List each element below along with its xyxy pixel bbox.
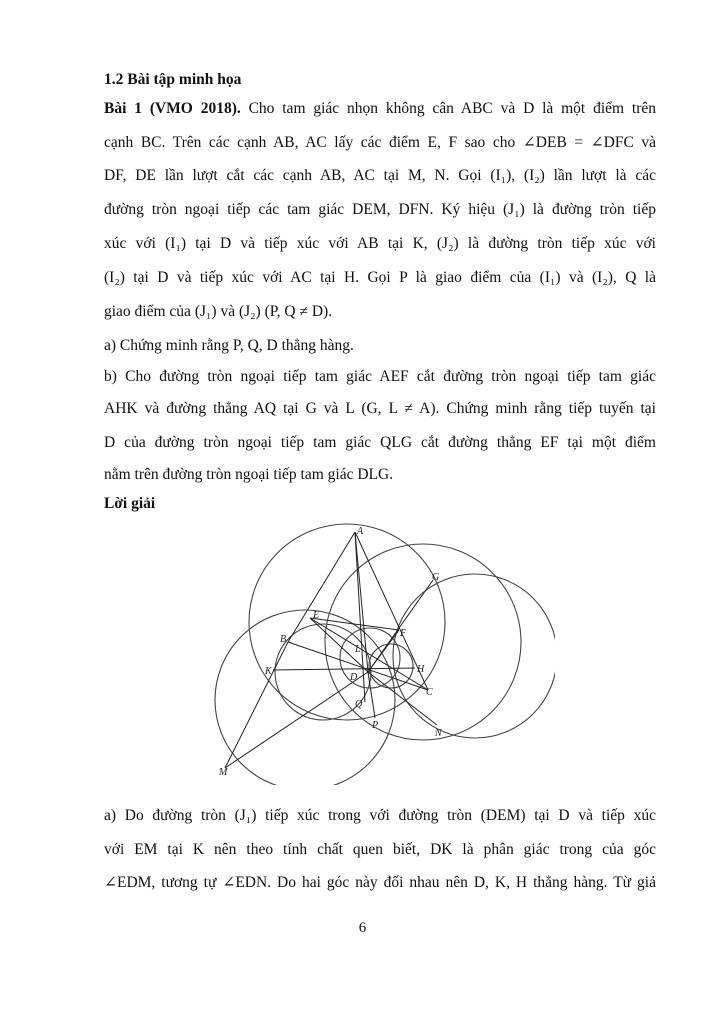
problem-line-3: DF, DE lần lượt cắt các cạnh AB, AC tại M, N. Gọi (I₁), (I₂) lần lượt là các xyxy=(104,167,656,184)
circle-i1 xyxy=(215,610,395,785)
label-f: F xyxy=(400,628,407,639)
solution-line-2: với EM tại K nên theo tính chất quen biết, DK là phân giác trong của góc xyxy=(104,841,656,858)
label-e: E xyxy=(313,610,320,621)
label-p: P xyxy=(372,720,379,731)
label-d: D xyxy=(350,672,358,683)
page-number: 6 xyxy=(358,920,367,936)
label-b: B xyxy=(280,634,287,645)
solution-heading: Lời giải xyxy=(104,495,156,512)
label-g: G xyxy=(432,572,440,583)
label-l: L xyxy=(355,644,361,655)
label-c: C xyxy=(426,687,433,698)
part-b-line-1: b) Cho đường tròn ngoại tiếp tam giác AEF cắt đường tròn ngoại tiếp tam giác xyxy=(104,368,656,385)
problem-line-4: đường tròn ngoại tiếp các tam giác DEM, DFN. Ký hiệu (J₁) là đường tròn tiếp xyxy=(104,201,656,218)
circle-ahk xyxy=(325,544,521,740)
segment-dp xyxy=(368,672,375,718)
section-heading: 1.2 Bài tập minh họa xyxy=(104,71,242,88)
problem-line-1-text: Cho tam giác nhọn không cân ABC và D là một điểm trên xyxy=(248,100,656,117)
problem-line-6: (I₂) tại D và tiếp xúc với AC tại H. Gọi P là giao điểm của (I₁) và (I₂), Q là xyxy=(104,269,656,286)
part-b-line-4: nằm trên đường tròn ngoại tiếp tam giác DLG. xyxy=(104,466,394,483)
problem-line-2: cạnh BC. Trên các cạnh AB, AC lấy các điểm E, F sao cho ∠DEB = ∠DFC và xyxy=(104,134,656,151)
label-q: Q xyxy=(355,699,363,710)
label-h: H xyxy=(417,664,425,675)
label-a: A xyxy=(357,526,364,537)
label-n: N xyxy=(435,728,442,739)
label-m: M xyxy=(219,767,228,778)
problem-line-7: giao điểm của (J₁) và (J₂) (P, Q ≠ D). xyxy=(104,303,333,320)
problem-title: Bài 1 (VMO 2018). xyxy=(104,100,241,117)
circle-i2 xyxy=(393,574,555,738)
circle-j2 xyxy=(369,644,413,688)
geometry-figure xyxy=(205,520,555,785)
part-a: a) Chứng minh rằng P, Q, D thẳng hàng. xyxy=(104,337,354,354)
label-k: K xyxy=(265,666,272,677)
solution-line-1: a) Do đường tròn (J₁) tiếp xúc trong với đường tròn (DEM) tại D và tiếp xúc xyxy=(104,807,656,824)
solution-line-3: ∠EDM, tương tự ∠EDN. Do hai góc này đối nhau nên D, K, H thẳng hàng. Từ giả xyxy=(104,874,656,891)
problem-line-5: xúc với (I₁) tại D và tiếp xúc với AB tại K, (J₂) là đường tròn tiếp xúc với xyxy=(104,235,656,252)
part-b-line-3: D của đường tròn ngoại tiếp tam giác QLG cắt đường thẳng EF tại một điểm xyxy=(104,434,656,451)
part-b-line-2: AHK và đường thẳng AQ tại G và L (G, L ≠ A). Chứng minh rằng tiếp tuyến tại xyxy=(104,400,656,417)
problem-line-1 xyxy=(104,99,656,119)
